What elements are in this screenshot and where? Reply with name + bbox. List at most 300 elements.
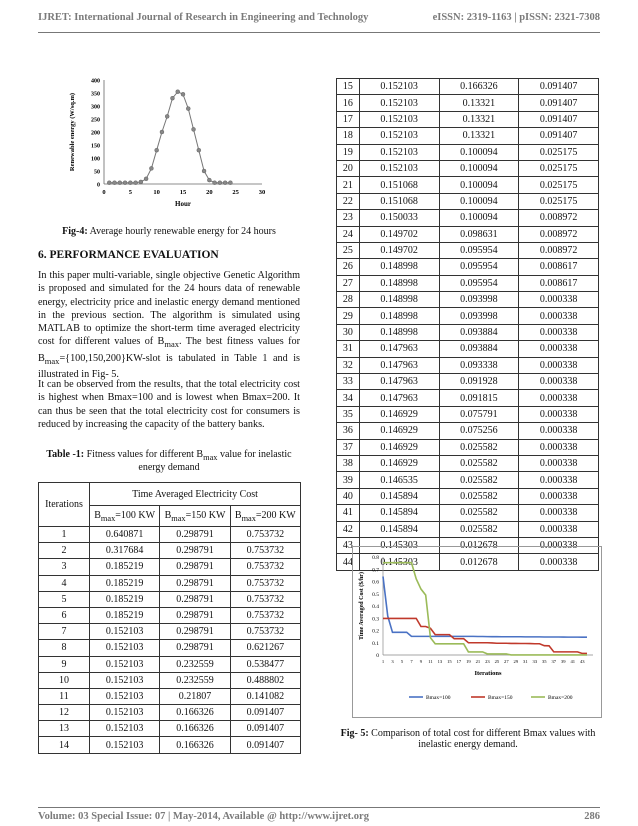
table-cell: 0.152103 xyxy=(359,95,439,111)
table-cell: 0.146929 xyxy=(359,406,439,422)
table-cell: 0.000338 xyxy=(519,423,599,439)
table-row xyxy=(39,527,301,543)
table-cell: 0.298791 xyxy=(160,607,230,623)
energy-line xyxy=(109,92,230,183)
data-point xyxy=(155,148,159,152)
table-1-continued xyxy=(336,78,599,574)
para1-sub1: max xyxy=(164,339,179,350)
col-bmax-200: $B_{max}=200$ KW xyxy=(230,506,300,527)
x-tick-label: 37 xyxy=(551,659,557,664)
table-cell: 0.012678 xyxy=(439,554,519,570)
table-cell: 42 xyxy=(337,521,360,537)
table-cell: 0.146929 xyxy=(359,455,439,471)
data-point xyxy=(134,181,138,185)
table-row xyxy=(337,193,599,209)
table-cell: 0.298791 xyxy=(160,591,230,607)
table-row xyxy=(337,341,599,357)
table-cell: 0.152103 xyxy=(90,640,160,656)
y-tick-label: 350 xyxy=(91,91,100,98)
table-cell: 0.147963 xyxy=(359,374,439,390)
table-cell: 14 xyxy=(39,737,90,753)
data-point xyxy=(118,181,122,185)
table-cell: 0.000338 xyxy=(519,537,599,553)
table-cell: 6 xyxy=(39,607,90,623)
table-cell: 18 xyxy=(337,128,360,144)
table-cell: 19 xyxy=(337,144,360,160)
table-cell: 0.152103 xyxy=(90,656,160,672)
table-cell: 0.166326 xyxy=(160,737,230,753)
table-row xyxy=(337,111,599,127)
table-cell: 0.093998 xyxy=(439,308,519,324)
table-cell: 0.152103 xyxy=(90,672,160,688)
table-row xyxy=(39,688,301,704)
x-tick-label: 11 xyxy=(428,659,433,664)
x-tick-label: 1 xyxy=(381,659,385,664)
data-point xyxy=(139,180,143,184)
x-tick-label: 0 xyxy=(102,189,106,196)
series-line-1 xyxy=(383,576,587,637)
issn: eISSN: 2319-1163 | pISSN: 2321-7308 xyxy=(432,12,600,23)
y-tick-label: 200 xyxy=(91,130,100,137)
table-cell: 0.091407 xyxy=(230,705,300,721)
y-tick-label: 400 xyxy=(91,78,100,85)
table-cell: 0.091815 xyxy=(439,390,519,406)
table-cell: 0.185219 xyxy=(90,559,160,575)
x-tick-label: 17 xyxy=(456,659,462,664)
table-cell: 0.025175 xyxy=(519,160,599,176)
table-cell: 0.093884 xyxy=(439,341,519,357)
table-row xyxy=(337,144,599,160)
table-cell: 24 xyxy=(337,226,360,242)
table-cell: 39 xyxy=(337,472,360,488)
table-cell: 0.149702 xyxy=(359,226,439,242)
table-cell: 0.148998 xyxy=(359,259,439,275)
y-tick-label: 250 xyxy=(91,117,100,124)
table-cell: 2 xyxy=(39,543,90,559)
table-1 xyxy=(38,482,301,754)
table-cell: 32 xyxy=(337,357,360,373)
table-cell: 0.298791 xyxy=(160,559,230,575)
series-line-3 xyxy=(383,563,587,655)
table-row xyxy=(39,575,301,591)
table-cell: 0.025175 xyxy=(519,144,599,160)
table-cell: 0.091407 xyxy=(519,111,599,127)
table-cell: 0.13321 xyxy=(439,95,519,111)
data-point xyxy=(202,169,206,173)
table-row xyxy=(39,672,301,688)
table-row xyxy=(337,324,599,340)
table-row xyxy=(39,640,301,656)
table-cell: 0.093884 xyxy=(439,324,519,340)
x-tick-label: 15 xyxy=(447,659,452,664)
x-tick-label: 9 xyxy=(419,659,423,664)
table-row xyxy=(337,259,599,275)
table-cell: 0.075256 xyxy=(439,423,519,439)
table-row xyxy=(337,521,599,537)
table-cell: 20 xyxy=(337,160,360,176)
y-tick-label: 0.3 xyxy=(372,616,379,623)
table-cell: 0.148998 xyxy=(359,292,439,308)
table-cell: 0.150033 xyxy=(359,210,439,226)
table1-caption-sub: max xyxy=(203,453,218,462)
table-cell: 0.000338 xyxy=(519,390,599,406)
table-cell: 41 xyxy=(337,505,360,521)
header-rule xyxy=(38,32,600,33)
table-cell: 34 xyxy=(337,390,360,406)
fig5-caption-text: Comparison of total cost for different Bmax values with inelastic energy demand. xyxy=(368,728,596,750)
col-iterations: Iterations xyxy=(39,483,90,527)
table-cell: 0.146929 xyxy=(359,423,439,439)
section-title: 6. PERFORMANCE EVALUATION xyxy=(38,249,219,261)
x-tick-label: 3 xyxy=(391,659,394,664)
table-cell: 0.145894 xyxy=(359,505,439,521)
table-cell: 0.152103 xyxy=(359,128,439,144)
table-row xyxy=(337,439,599,455)
table-cell: 0.146929 xyxy=(359,439,439,455)
table-cell: 0.095954 xyxy=(439,275,519,291)
paragraph-1 xyxy=(38,269,300,381)
running-header xyxy=(38,12,600,23)
table-cell: 29 xyxy=(337,308,360,324)
data-point xyxy=(113,181,117,185)
col-group-cost: Time Averaged Electricity Cost xyxy=(90,483,301,506)
table-row xyxy=(337,275,599,291)
fig4-caption xyxy=(38,226,300,237)
table-cell: 40 xyxy=(337,488,360,504)
table-cell: 0.000338 xyxy=(519,521,599,537)
y-tick-label: 0.7 xyxy=(372,567,379,574)
legend-label: Bmax=100 xyxy=(426,695,451,701)
x-tick-label: 33 xyxy=(532,659,538,664)
table-cell: 0.753732 xyxy=(230,543,300,559)
legend-label: Bmax=200 xyxy=(548,695,573,701)
table-cell: 0.185219 xyxy=(90,607,160,623)
table-cell: 0.091407 xyxy=(230,737,300,753)
table-cell: 38 xyxy=(337,455,360,471)
table-cell: 0.000338 xyxy=(519,308,599,324)
data-point xyxy=(223,181,227,185)
x-tick-label: 41 xyxy=(570,659,576,664)
x-tick-label: 20 xyxy=(206,189,213,196)
x-axis-label: Iterations xyxy=(474,670,502,677)
table-cell: 25 xyxy=(337,242,360,258)
x-tick-label: 27 xyxy=(504,659,509,664)
table-row xyxy=(39,624,301,640)
table-cell: 0.317684 xyxy=(90,543,160,559)
table-cell: 0.152103 xyxy=(90,624,160,640)
y-tick-label: 0.1 xyxy=(372,640,379,647)
table-cell: 0.025582 xyxy=(439,439,519,455)
table-cell: 0.185219 xyxy=(90,575,160,591)
x-tick-label: 31 xyxy=(523,659,528,664)
table-cell: 22 xyxy=(337,193,360,209)
table-row xyxy=(337,390,599,406)
table-cell: 0.025582 xyxy=(439,488,519,504)
table-cell: 0.025582 xyxy=(439,521,519,537)
table-cell: 0.025582 xyxy=(439,505,519,521)
table-cell: 15 xyxy=(337,79,360,95)
table-row xyxy=(337,357,599,373)
table-cell: 36 xyxy=(337,423,360,439)
table-cell: 0.148998 xyxy=(359,308,439,324)
journal-title: IJRET: International Journal of Research in Engineering and Technology xyxy=(38,12,369,23)
table-cell: 0.008972 xyxy=(519,226,599,242)
table-cell: 0.166326 xyxy=(439,79,519,95)
data-point xyxy=(176,90,180,94)
y-tick-label: 150 xyxy=(91,143,100,150)
col-bmax-100: $B_{max}=100$ KW xyxy=(90,506,160,527)
table-cell: 3 xyxy=(39,559,90,575)
table-cell: 0.148998 xyxy=(359,324,439,340)
table-cell: 0.151068 xyxy=(359,177,439,193)
y-tick-label: 50 xyxy=(94,169,100,176)
table-cell: 0.100094 xyxy=(439,144,519,160)
table-row xyxy=(39,656,301,672)
table-row xyxy=(337,423,599,439)
table-cell: 0.091407 xyxy=(519,95,599,111)
y-tick-label: 0.6 xyxy=(372,579,379,586)
table-cell: 13 xyxy=(39,721,90,737)
table-cell: 30 xyxy=(337,324,360,340)
table-cell: 9 xyxy=(39,656,90,672)
table-cell: 0.008617 xyxy=(519,275,599,291)
table1-caption-label: Table -1: xyxy=(46,449,85,460)
data-point xyxy=(228,181,232,185)
x-tick-label: 29 xyxy=(513,659,519,664)
y-tick-label: 0 xyxy=(97,182,100,189)
table-cell: 0.000338 xyxy=(519,472,599,488)
table-cell: 27 xyxy=(337,275,360,291)
volume-info: Volume: 03 Special Issue: 07 | May-2014, Available @ http://www.ijret.org xyxy=(38,811,369,822)
table-row xyxy=(39,721,301,737)
x-tick-label: 23 xyxy=(485,659,490,664)
y-axis-label: Time Averaged Cost ($/hr) xyxy=(359,572,365,640)
x-tick-label: 30 xyxy=(258,189,266,196)
table-cell: 11 xyxy=(39,688,90,704)
table-cell: 1 xyxy=(39,527,90,543)
table1-caption-a: Fitness values for different B xyxy=(84,449,204,460)
y-tick-label: 100 xyxy=(91,156,100,163)
x-tick-label: 21 xyxy=(475,659,481,664)
data-point xyxy=(149,166,153,170)
x-tick-label: 19 xyxy=(466,659,471,664)
table-cell: 0.091407 xyxy=(519,128,599,144)
table-cell: 0.000338 xyxy=(519,488,599,504)
table-cell: 0.538477 xyxy=(230,656,300,672)
para1-sub2: max xyxy=(44,355,60,366)
table-cell: 0.100094 xyxy=(439,177,519,193)
table-cell: 35 xyxy=(337,406,360,422)
table-row xyxy=(337,505,599,521)
table-cell: 0.000338 xyxy=(519,406,599,422)
table-cell: 8 xyxy=(39,640,90,656)
table-cell: 0.000338 xyxy=(519,554,599,570)
table-row xyxy=(337,472,599,488)
table-cell: 31 xyxy=(337,341,360,357)
table-cell: 26 xyxy=(337,259,360,275)
table-cell: 0.008617 xyxy=(519,259,599,275)
table-row xyxy=(337,177,599,193)
table-cell: 0.13321 xyxy=(439,111,519,127)
data-point xyxy=(181,92,185,96)
table-row xyxy=(337,210,599,226)
table-row xyxy=(337,128,599,144)
running-footer xyxy=(38,811,600,822)
data-point xyxy=(160,130,164,134)
footer-rule xyxy=(38,807,600,808)
table-cell: 0.000338 xyxy=(519,505,599,521)
table-cell: 0.298791 xyxy=(160,543,230,559)
y-tick-label: 0.4 xyxy=(372,604,379,610)
table1-caption xyxy=(38,449,300,473)
table-cell: 0.100094 xyxy=(439,193,519,209)
table-cell: 0.012678 xyxy=(439,537,519,553)
table-cell: 33 xyxy=(337,374,360,390)
table-cell: 0.640871 xyxy=(90,527,160,543)
page-number: 286 xyxy=(584,811,600,822)
table-cell: 0.148998 xyxy=(359,275,439,291)
table-row xyxy=(337,160,599,176)
table-row xyxy=(39,543,301,559)
y-axis-label: Renewable energy (W/sq.m) xyxy=(69,92,76,172)
x-tick-label: 13 xyxy=(437,659,443,664)
x-tick-label: 35 xyxy=(542,659,547,664)
table-cell: 0.152103 xyxy=(90,688,160,704)
table-row xyxy=(337,406,599,422)
table-cell: 4 xyxy=(39,575,90,591)
table-cell: 0.146535 xyxy=(359,472,439,488)
table-cell: 44 xyxy=(337,554,360,570)
table-cell: 0.151068 xyxy=(359,193,439,209)
table-cell: 10 xyxy=(39,672,90,688)
table-cell: 28 xyxy=(337,292,360,308)
table-cell: 0.145303 xyxy=(359,537,439,553)
fig5-caption-label: Fig- 5: xyxy=(340,728,369,739)
y-tick-label: 300 xyxy=(91,104,100,111)
table-cell: 0.488802 xyxy=(230,672,300,688)
table-row xyxy=(337,308,599,324)
table-cell: 23 xyxy=(337,210,360,226)
y-tick-label: 0 xyxy=(376,653,379,659)
table-cell: 0.000338 xyxy=(519,341,599,357)
table-row xyxy=(39,591,301,607)
table-cell: 0.753732 xyxy=(230,575,300,591)
table-cell: 0.621267 xyxy=(230,640,300,656)
table-cell: 0.232559 xyxy=(160,672,230,688)
y-tick-label: 0.5 xyxy=(372,591,379,598)
data-point xyxy=(197,148,201,152)
para1-a: In this paper multi-variable, single objective Genetic Algorithm is proposed and simulated for the 24 hours data of renewable energy, electricity price and inelastic energy demand mentioned in the previous section. The algorithm is simulated using MATLAB to optimize the short-term time averaged electricity cost for different values of B xyxy=(38,270,300,348)
table-row xyxy=(337,374,599,390)
table-cell: 0.753732 xyxy=(230,607,300,623)
table-cell: 0.232559 xyxy=(160,656,230,672)
table-cell: 0.152103 xyxy=(359,144,439,160)
y-tick-label: 0.2 xyxy=(372,628,379,635)
table-cell: 37 xyxy=(337,439,360,455)
table-cell: 0.166326 xyxy=(160,721,230,737)
table-cell: 0.100094 xyxy=(439,210,519,226)
table-cell: 0.100094 xyxy=(439,160,519,176)
x-tick-label: 25 xyxy=(494,659,500,664)
table-row xyxy=(337,226,599,242)
table-cell: 0.753732 xyxy=(230,527,300,543)
table-row xyxy=(337,455,599,471)
data-point xyxy=(128,181,132,185)
table-cell: 0.152103 xyxy=(359,79,439,95)
table-row xyxy=(39,737,301,753)
table-cell: 21 xyxy=(337,177,360,193)
table-cell: 7 xyxy=(39,624,90,640)
table-cell: 0.13321 xyxy=(439,128,519,144)
x-tick-label: 10 xyxy=(153,189,160,196)
table-cell: 0.025582 xyxy=(439,472,519,488)
data-point xyxy=(207,178,211,182)
table-cell: 0.000338 xyxy=(519,292,599,308)
data-point xyxy=(218,181,222,185)
table1-caption-b: value for inelastic energy demand xyxy=(138,449,292,473)
data-point xyxy=(213,181,217,185)
table-cell: 0.147963 xyxy=(359,341,439,357)
table-cell: 5 xyxy=(39,591,90,607)
table-cell: 0.298791 xyxy=(160,640,230,656)
table-cell: 0.298791 xyxy=(160,527,230,543)
table-row xyxy=(337,242,599,258)
table-row xyxy=(337,95,599,111)
table-cell: 0.000338 xyxy=(519,455,599,471)
table-cell: 0.145894 xyxy=(359,488,439,504)
table-cell: 0.753732 xyxy=(230,559,300,575)
table-cell: 0.298791 xyxy=(160,575,230,591)
table-cell: 0.141082 xyxy=(230,688,300,704)
table-row xyxy=(337,488,599,504)
table-cell: 0.21807 xyxy=(160,688,230,704)
x-tick-label: 25 xyxy=(232,189,239,196)
table-row xyxy=(337,292,599,308)
table-cell: 0.025175 xyxy=(519,177,599,193)
data-point xyxy=(107,181,111,185)
data-point xyxy=(170,96,174,100)
table-cell: 0.095954 xyxy=(439,242,519,258)
table-cell: 0.098631 xyxy=(439,226,519,242)
fig4-caption-label: Fig-4: xyxy=(62,226,88,237)
legend-label: Bmax=150 xyxy=(488,695,513,701)
x-tick-label: 5 xyxy=(400,659,404,664)
data-point xyxy=(123,181,127,185)
table-cell: 0.075791 xyxy=(439,406,519,422)
table-cell: 0.753732 xyxy=(230,591,300,607)
table-cell: 0.091407 xyxy=(519,79,599,95)
table-cell: 0.149702 xyxy=(359,242,439,258)
x-tick-label: 43 xyxy=(579,659,585,664)
data-point xyxy=(144,177,148,181)
table-cell: 0.093998 xyxy=(439,292,519,308)
table-cell: 0.000338 xyxy=(519,439,599,455)
table-cell: 17 xyxy=(337,111,360,127)
table-cell: 0.025582 xyxy=(439,455,519,471)
y-tick-label: 0.8 xyxy=(372,555,379,561)
table-cell: 0.000338 xyxy=(519,357,599,373)
table-cell: 0.091928 xyxy=(439,374,519,390)
x-tick-label: 39 xyxy=(560,659,566,664)
table-cell: 0.753732 xyxy=(230,624,300,640)
table-cell: 0.025175 xyxy=(519,193,599,209)
table-cell: 0.185219 xyxy=(90,591,160,607)
table-cell: 0.095954 xyxy=(439,259,519,275)
data-point xyxy=(192,127,196,131)
table-cell: 0.008972 xyxy=(519,210,599,226)
table-cell: 0.152103 xyxy=(90,705,160,721)
table-cell: 0.093338 xyxy=(439,357,519,373)
